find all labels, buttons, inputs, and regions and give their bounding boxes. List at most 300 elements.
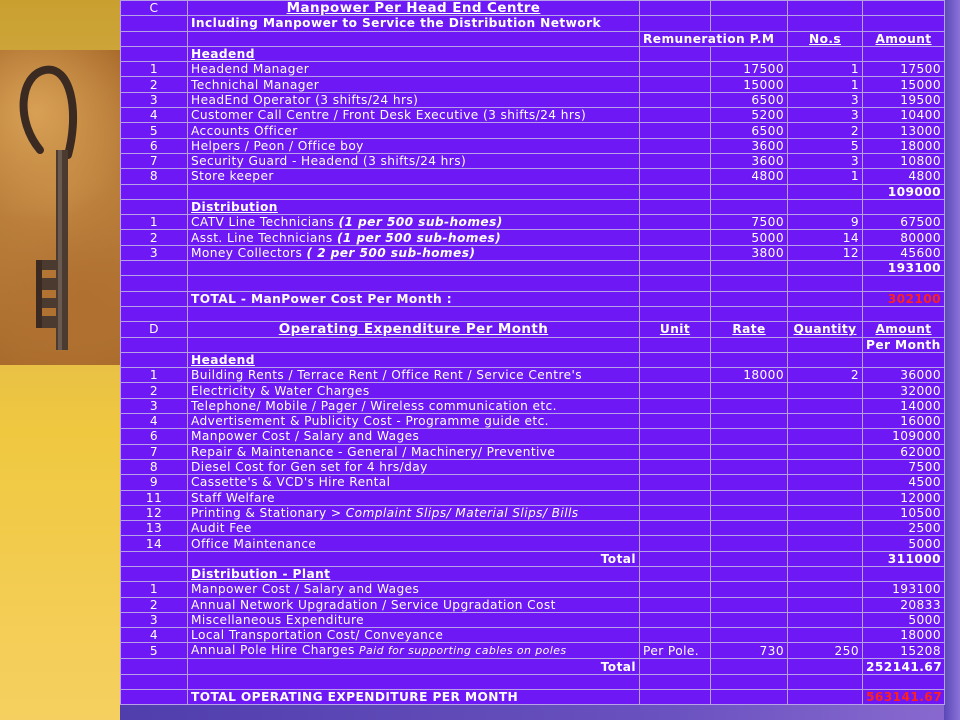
table-cell xyxy=(788,276,863,291)
table-row xyxy=(121,46,945,61)
row-rate xyxy=(711,153,788,168)
row-description: CATV Line Technicians xyxy=(191,215,339,230)
row-description xyxy=(188,169,640,184)
row-number-text: 5 xyxy=(149,643,159,658)
row-amount xyxy=(863,612,945,627)
row-amount xyxy=(863,123,945,138)
table-row xyxy=(121,337,945,352)
table-cell xyxy=(188,674,640,689)
row-quantity-text: 5 xyxy=(850,138,859,153)
row-amount xyxy=(863,62,945,77)
table-row xyxy=(121,108,945,123)
row-number-text: 1 xyxy=(149,582,159,597)
subtotal-label xyxy=(188,551,640,566)
table-cell xyxy=(121,690,188,705)
row-number xyxy=(121,92,188,107)
row-description-text: Miscellaneous Expenditure xyxy=(191,613,365,628)
table-cell xyxy=(640,337,711,352)
row-number xyxy=(121,505,188,520)
row-description: Money Collectors xyxy=(191,245,307,260)
row-rate xyxy=(711,612,788,627)
row-amount-text: 193100 xyxy=(892,582,941,597)
row-number-text: 2 xyxy=(149,77,159,92)
table-cell xyxy=(863,46,945,61)
row-amount-text: 5000 xyxy=(908,613,941,628)
row-number xyxy=(121,230,188,245)
subtotal-value-text: 252141.67 xyxy=(866,659,943,674)
table-cell xyxy=(640,444,711,459)
table-cell xyxy=(788,674,863,689)
table-cell xyxy=(788,352,863,367)
col-quantity-text: Quantity xyxy=(793,322,857,337)
table-cell xyxy=(188,276,640,291)
row-quantity-text: 3 xyxy=(850,108,859,123)
row-unit xyxy=(640,643,711,659)
subtotal-value-text: 109000 xyxy=(887,184,941,199)
table-cell xyxy=(788,199,863,214)
row-description-text: Manpower Cost / Salary and Wages xyxy=(191,429,420,444)
table-cell xyxy=(121,551,188,566)
row-number xyxy=(121,398,188,413)
total-value-text: 302100 xyxy=(887,291,941,306)
row-description xyxy=(188,153,640,168)
row-quantity-text: 12 xyxy=(842,245,859,260)
row-description-text: Store keeper xyxy=(191,169,274,184)
row-quantity-text: 1 xyxy=(850,62,859,77)
table-cell xyxy=(640,368,711,383)
row-amount xyxy=(863,475,945,490)
table-cell xyxy=(711,690,788,705)
row-amount-text: 62000 xyxy=(900,444,941,459)
row-quantity xyxy=(788,215,863,230)
row-note: Complaint Slips/ Material Slips/ Bills xyxy=(345,505,579,520)
row-quantity-text: 250 xyxy=(834,643,859,658)
row-amount-text: 4500 xyxy=(908,475,941,490)
row-description-text: Helpers / Peon / Office boy xyxy=(191,138,364,153)
table-cell xyxy=(640,77,711,92)
row-quantity xyxy=(788,628,863,643)
row-rate xyxy=(711,414,788,429)
table-cell xyxy=(640,153,711,168)
row-amount-text: 80000 xyxy=(900,230,941,245)
row-rate-text: 730 xyxy=(759,643,784,658)
table-cell xyxy=(640,138,711,153)
table-row xyxy=(121,245,945,260)
table-cell xyxy=(121,31,188,46)
row-note: Paid for supporting cables on poles xyxy=(359,644,567,658)
table-row xyxy=(121,551,945,566)
row-description-text: Telephone/ Mobile / Pager / Wireless communication etc. xyxy=(191,398,557,413)
table-cell xyxy=(640,306,711,321)
row-amount-text: 2500 xyxy=(908,521,941,536)
row-quantity xyxy=(788,230,863,245)
subtotal-value xyxy=(863,551,945,566)
col-amount xyxy=(863,31,945,46)
group-label xyxy=(188,352,640,367)
row-rate-text: 5200 xyxy=(751,108,784,123)
table-cell xyxy=(863,352,945,367)
row-quantity xyxy=(788,398,863,413)
row-rate xyxy=(711,62,788,77)
row-amount-text: 19500 xyxy=(900,92,941,107)
table-cell xyxy=(121,199,188,214)
row-description xyxy=(188,612,640,627)
antique-key-icon xyxy=(0,50,120,365)
row-rate xyxy=(711,215,788,230)
table-cell xyxy=(121,352,188,367)
table-cell xyxy=(640,184,711,199)
row-amount xyxy=(863,230,945,245)
row-rate xyxy=(711,597,788,612)
row-quantity xyxy=(788,429,863,444)
row-description: Printing & Stationary > xyxy=(191,505,346,520)
table-cell xyxy=(788,184,863,199)
row-description-text: HeadEnd Operator (3 shifts/24 hrs) xyxy=(191,92,419,107)
table-row xyxy=(121,475,945,490)
row-amount-text: 17500 xyxy=(900,62,941,77)
row-amount-text: 15000 xyxy=(900,77,941,92)
row-unit xyxy=(640,582,711,597)
cost-spreadsheet xyxy=(120,0,945,705)
section-title xyxy=(188,1,640,16)
row-description-text: Diesel Cost for Gen set for 4 hrs/day xyxy=(191,460,428,475)
row-amount xyxy=(863,245,945,260)
table-cell xyxy=(188,306,640,321)
row-rate xyxy=(711,521,788,536)
right-decorative-bar xyxy=(944,0,960,720)
table-row xyxy=(121,521,945,536)
row-description xyxy=(188,383,640,398)
row-number xyxy=(121,215,188,230)
table-cell xyxy=(788,291,863,306)
section-title-text: Manpower Per Head End Centre xyxy=(286,0,541,16)
row-quantity xyxy=(788,383,863,398)
table-cell xyxy=(188,31,640,46)
table-cell xyxy=(121,16,188,31)
section-c-title-row xyxy=(121,1,945,16)
row-description xyxy=(188,368,640,383)
row-number-text: 1 xyxy=(149,215,159,230)
row-unit xyxy=(640,628,711,643)
table-row xyxy=(121,414,945,429)
table-row xyxy=(121,92,945,107)
col-nos-text: No.s xyxy=(808,31,842,46)
row-number-text: 6 xyxy=(149,429,159,444)
table-cell xyxy=(640,276,711,291)
row-number-text: 3 xyxy=(149,613,159,628)
row-rate xyxy=(711,536,788,551)
row-quantity xyxy=(788,245,863,260)
subtotal-value-text: 193100 xyxy=(887,261,941,276)
table-cell xyxy=(640,245,711,260)
row-quantity-text: 3 xyxy=(850,92,859,107)
header-row xyxy=(121,31,945,46)
table-cell xyxy=(121,337,188,352)
row-unit xyxy=(640,612,711,627)
row-amount xyxy=(863,138,945,153)
table-row xyxy=(121,153,945,168)
row-quantity-text: 1 xyxy=(850,169,859,184)
row-description: Asst. Line Technicians xyxy=(191,230,337,245)
row-description xyxy=(188,475,640,490)
table-row xyxy=(121,276,945,291)
table-row xyxy=(121,398,945,413)
row-amount xyxy=(863,643,945,659)
group-label-text: Distribution - Plant xyxy=(191,567,331,582)
table-cell xyxy=(711,674,788,689)
table-row xyxy=(121,383,945,398)
row-number-text: 12 xyxy=(145,505,163,520)
row-quantity xyxy=(788,169,863,184)
row-rate xyxy=(711,582,788,597)
row-number-text: 4 xyxy=(149,108,159,123)
row-description xyxy=(188,398,640,413)
row-amount-text: 12000 xyxy=(900,490,941,505)
table-row xyxy=(121,505,945,520)
row-description-text: Customer Call Centre / Front Desk Executive (3 shifts/24 hrs) xyxy=(191,108,587,123)
row-amount xyxy=(863,597,945,612)
row-rate-text: 3600 xyxy=(751,154,784,169)
row-rate-text: 15000 xyxy=(743,77,784,92)
table-row xyxy=(121,77,945,92)
table-cell xyxy=(640,521,711,536)
row-quantity-text: 1 xyxy=(850,77,859,92)
table-cell xyxy=(788,46,863,61)
table-row xyxy=(121,659,945,674)
row-description-text: Security Guard - Headend (3 shifts/24 hrs) xyxy=(191,154,467,169)
table-cell xyxy=(640,429,711,444)
table-cell xyxy=(640,536,711,551)
col-remuneration-text: Remuneration P.M xyxy=(643,31,775,46)
subtotal-value xyxy=(863,659,945,674)
table-row xyxy=(121,184,945,199)
row-number-text: 11 xyxy=(145,490,163,505)
table-cell xyxy=(711,276,788,291)
table-cell xyxy=(121,46,188,61)
table-cell xyxy=(788,659,863,674)
table-cell xyxy=(788,566,863,581)
row-description xyxy=(188,536,640,551)
row-amount-text: 45600 xyxy=(900,245,941,260)
row-number-text: 14 xyxy=(145,536,163,551)
row-number xyxy=(121,536,188,551)
row-number xyxy=(121,245,188,260)
row-quantity xyxy=(788,92,863,107)
row-quantity xyxy=(788,368,863,383)
table-cell xyxy=(640,490,711,505)
row-quantity xyxy=(788,521,863,536)
col-quantity xyxy=(788,322,863,337)
subtotal-value-text: 311000 xyxy=(887,551,941,566)
row-quantity xyxy=(788,475,863,490)
row-number-text: 7 xyxy=(149,154,159,169)
row-quantity-text: 3 xyxy=(850,154,859,169)
row-amount xyxy=(863,414,945,429)
row-description xyxy=(188,429,640,444)
row-description-text: Manpower Cost / Salary and Wages xyxy=(191,582,420,597)
row-amount xyxy=(863,582,945,597)
table-cell xyxy=(640,123,711,138)
row-number-text: 1 xyxy=(149,62,159,77)
row-number-text: 4 xyxy=(149,628,159,643)
row-amount xyxy=(863,444,945,459)
table-cell xyxy=(788,306,863,321)
row-amount xyxy=(863,459,945,474)
table-cell xyxy=(640,215,711,230)
row-amount-text: 4800 xyxy=(908,169,941,184)
table-row xyxy=(121,612,945,627)
table-cell xyxy=(640,551,711,566)
row-number-text: 7 xyxy=(149,444,159,459)
table-cell xyxy=(863,306,945,321)
row-amount-text: 36000 xyxy=(900,368,941,383)
row-number xyxy=(121,153,188,168)
key-photo xyxy=(0,50,120,365)
table-cell xyxy=(711,659,788,674)
row-quantity xyxy=(788,108,863,123)
row-amount xyxy=(863,368,945,383)
row-rate xyxy=(711,383,788,398)
row-unit xyxy=(640,597,711,612)
row-amount-text: 67500 xyxy=(900,215,941,230)
row-number xyxy=(121,368,188,383)
table-row xyxy=(121,230,945,245)
table-cell xyxy=(711,566,788,581)
row-amount-text: 20833 xyxy=(900,597,941,612)
row-note: (1 per 500 sub-homes) xyxy=(336,230,502,245)
table-row xyxy=(121,628,945,643)
row-amount xyxy=(863,215,945,230)
col-amount-text: Amount xyxy=(875,31,932,46)
row-number xyxy=(121,444,188,459)
row-amount xyxy=(863,383,945,398)
col-unit xyxy=(640,322,711,337)
row-rate xyxy=(711,138,788,153)
row-description-text: Office Maintenance xyxy=(191,536,317,551)
row-rate-text: 5000 xyxy=(751,230,784,245)
row-rate xyxy=(711,643,788,659)
row-rate xyxy=(711,245,788,260)
table-cell xyxy=(711,199,788,214)
section-letter xyxy=(121,322,188,337)
table-row xyxy=(121,138,945,153)
table-cell xyxy=(640,169,711,184)
table-cell xyxy=(121,306,188,321)
row-amount-text: 16000 xyxy=(900,414,941,429)
table-row xyxy=(121,459,945,474)
row-number-text: 5 xyxy=(149,123,159,138)
table-cell xyxy=(121,184,188,199)
row-description xyxy=(188,521,640,536)
table-cell xyxy=(640,230,711,245)
row-amount xyxy=(863,108,945,123)
row-amount xyxy=(863,169,945,184)
row-description-text: Local Transportation Cost/ Conveyance xyxy=(191,628,444,643)
table-row xyxy=(121,62,945,77)
table-cell xyxy=(640,46,711,61)
row-description xyxy=(188,123,640,138)
total-label-text: TOTAL - ManPower Cost Per Month : xyxy=(191,291,452,306)
row-description xyxy=(188,444,640,459)
table-cell xyxy=(640,690,711,705)
table-cell xyxy=(640,459,711,474)
table-row xyxy=(121,199,945,214)
subtotal-label-text: Total xyxy=(600,659,636,674)
row-rate xyxy=(711,123,788,138)
table-cell xyxy=(121,291,188,306)
col-rate xyxy=(711,322,788,337)
table-cell xyxy=(121,674,188,689)
row-description-text: Cassette's & VCD's Hire Rental xyxy=(191,475,391,490)
row-quantity xyxy=(788,153,863,168)
table-cell xyxy=(640,352,711,367)
row-description xyxy=(188,582,640,597)
table-row xyxy=(121,674,945,689)
section-title-text: Operating Expenditure Per Month xyxy=(278,321,549,338)
table-row xyxy=(121,643,945,659)
row-amount xyxy=(863,521,945,536)
row-rate-text: 18000 xyxy=(743,368,784,383)
section-title xyxy=(188,322,640,337)
row-number-text: 2 xyxy=(149,230,159,245)
row-quantity xyxy=(788,77,863,92)
total-label xyxy=(188,291,640,306)
total-row xyxy=(121,291,945,306)
row-number xyxy=(121,108,188,123)
table-row xyxy=(121,215,945,230)
grand-total-row xyxy=(121,690,945,705)
table-cell xyxy=(188,230,640,245)
row-number xyxy=(121,414,188,429)
row-number xyxy=(121,77,188,92)
row-quantity-text: 2 xyxy=(850,123,859,138)
row-description xyxy=(188,414,640,429)
row-number-text: 3 xyxy=(149,398,159,413)
row-rate xyxy=(711,490,788,505)
table-row xyxy=(121,490,945,505)
row-quantity xyxy=(788,62,863,77)
row-number xyxy=(121,475,188,490)
row-amount xyxy=(863,153,945,168)
table-cell xyxy=(640,414,711,429)
row-amount xyxy=(863,92,945,107)
total-value xyxy=(863,291,945,306)
table-cell xyxy=(188,643,640,659)
table-row xyxy=(121,16,945,31)
table-cell xyxy=(863,674,945,689)
group-label xyxy=(188,46,640,61)
table-row xyxy=(121,352,945,367)
row-quantity xyxy=(788,138,863,153)
table-cell xyxy=(121,276,188,291)
row-rate xyxy=(711,92,788,107)
row-number-text: 8 xyxy=(149,460,159,475)
row-amount-text: 10400 xyxy=(900,108,941,123)
row-number xyxy=(121,429,188,444)
table-cell xyxy=(121,261,188,276)
row-amount xyxy=(863,628,945,643)
row-description xyxy=(188,597,640,612)
row-description xyxy=(188,92,640,107)
table-cell xyxy=(788,1,863,16)
row-rate xyxy=(711,628,788,643)
row-amount xyxy=(863,429,945,444)
col-amount xyxy=(863,322,945,337)
row-number xyxy=(121,597,188,612)
subtotal-value xyxy=(863,261,945,276)
row-amount-text: 18000 xyxy=(900,628,941,643)
row-rate-text: 17500 xyxy=(743,62,784,77)
